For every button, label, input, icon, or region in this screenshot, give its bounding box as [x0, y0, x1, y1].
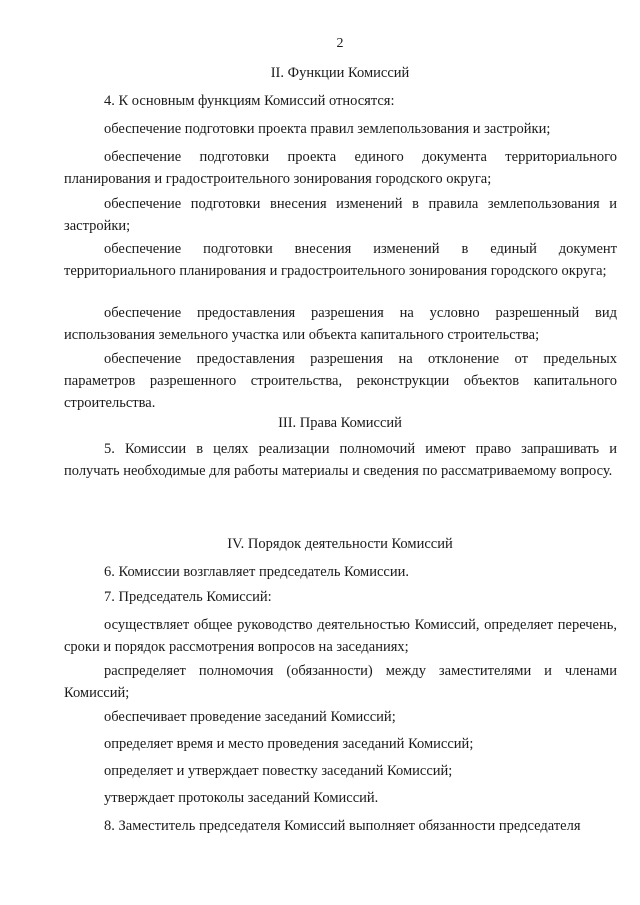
paragraph-7: 7. Председатель Комиссий: [104, 589, 272, 605]
function-item-5: обеспечение предоставления разрешения на условно разрешенный вид использования земельного участка или объекта капитального строительства; [64, 305, 617, 343]
chair-duty-3: обеспечивает проведение заседаний Комиссий; [104, 709, 396, 725]
chair-duty-5: определяет и утверждает повестку заседаний Комиссий; [104, 763, 453, 779]
chair-duty-6: утверждает протоколы заседаний Комиссий. [104, 790, 379, 806]
section-4-heading: IV. Порядок деятельности Комиссий [227, 536, 453, 552]
page-number: 2 [336, 36, 344, 51]
paragraph-8: 8. Заместитель председателя Комиссий выполняет обязанности председателя [104, 818, 581, 834]
paragraph-5: 5. Комиссии в целях реализации полномочий имеют право запрашивать и получать необходимые для работы материалы и сведения по рассматриваемому вопросу. [64, 441, 617, 479]
function-item-1: обеспечение подготовки проекта правил землепользования и застройки; [104, 121, 551, 137]
function-item-6: обеспечение предоставления разрешения на отклонение от предельных параметров разрешенного строительства, реконструкции объектов капитального строительства. [64, 351, 617, 411]
chair-duty-1: осуществляет общее руководство деятельностью Комиссий, определяет перечень, сроки и порядок рассмотрения вопросов на заседаниях; [64, 617, 617, 655]
function-item-3: обеспечение подготовки внесения изменений в правила землепользования и застройки; [64, 196, 617, 234]
function-item-2: обеспечение подготовки проекта единого документа территориального планирования и градостроительного зонирования городского округа; [64, 149, 617, 187]
paragraph-6: 6. Комиссии возглавляет председатель Комиссии. [104, 564, 409, 580]
section-2-heading: II. Функции Комиссий [270, 65, 410, 81]
function-item-4: обеспечение подготовки внесения изменений в единый документ территориального планирования и градостроительного зонирования городского округа; [64, 241, 617, 279]
chair-duty-2: распределяет полномочия (обязанности) между заместителями и членами Комиссий; [64, 663, 617, 701]
section-3-heading: III. Права Комиссий [278, 415, 402, 431]
chair-duty-4: определяет время и место проведения заседаний Комиссий; [104, 736, 474, 752]
paragraph-4: 4. К основным функциям Комиссий относятся: [104, 93, 395, 109]
